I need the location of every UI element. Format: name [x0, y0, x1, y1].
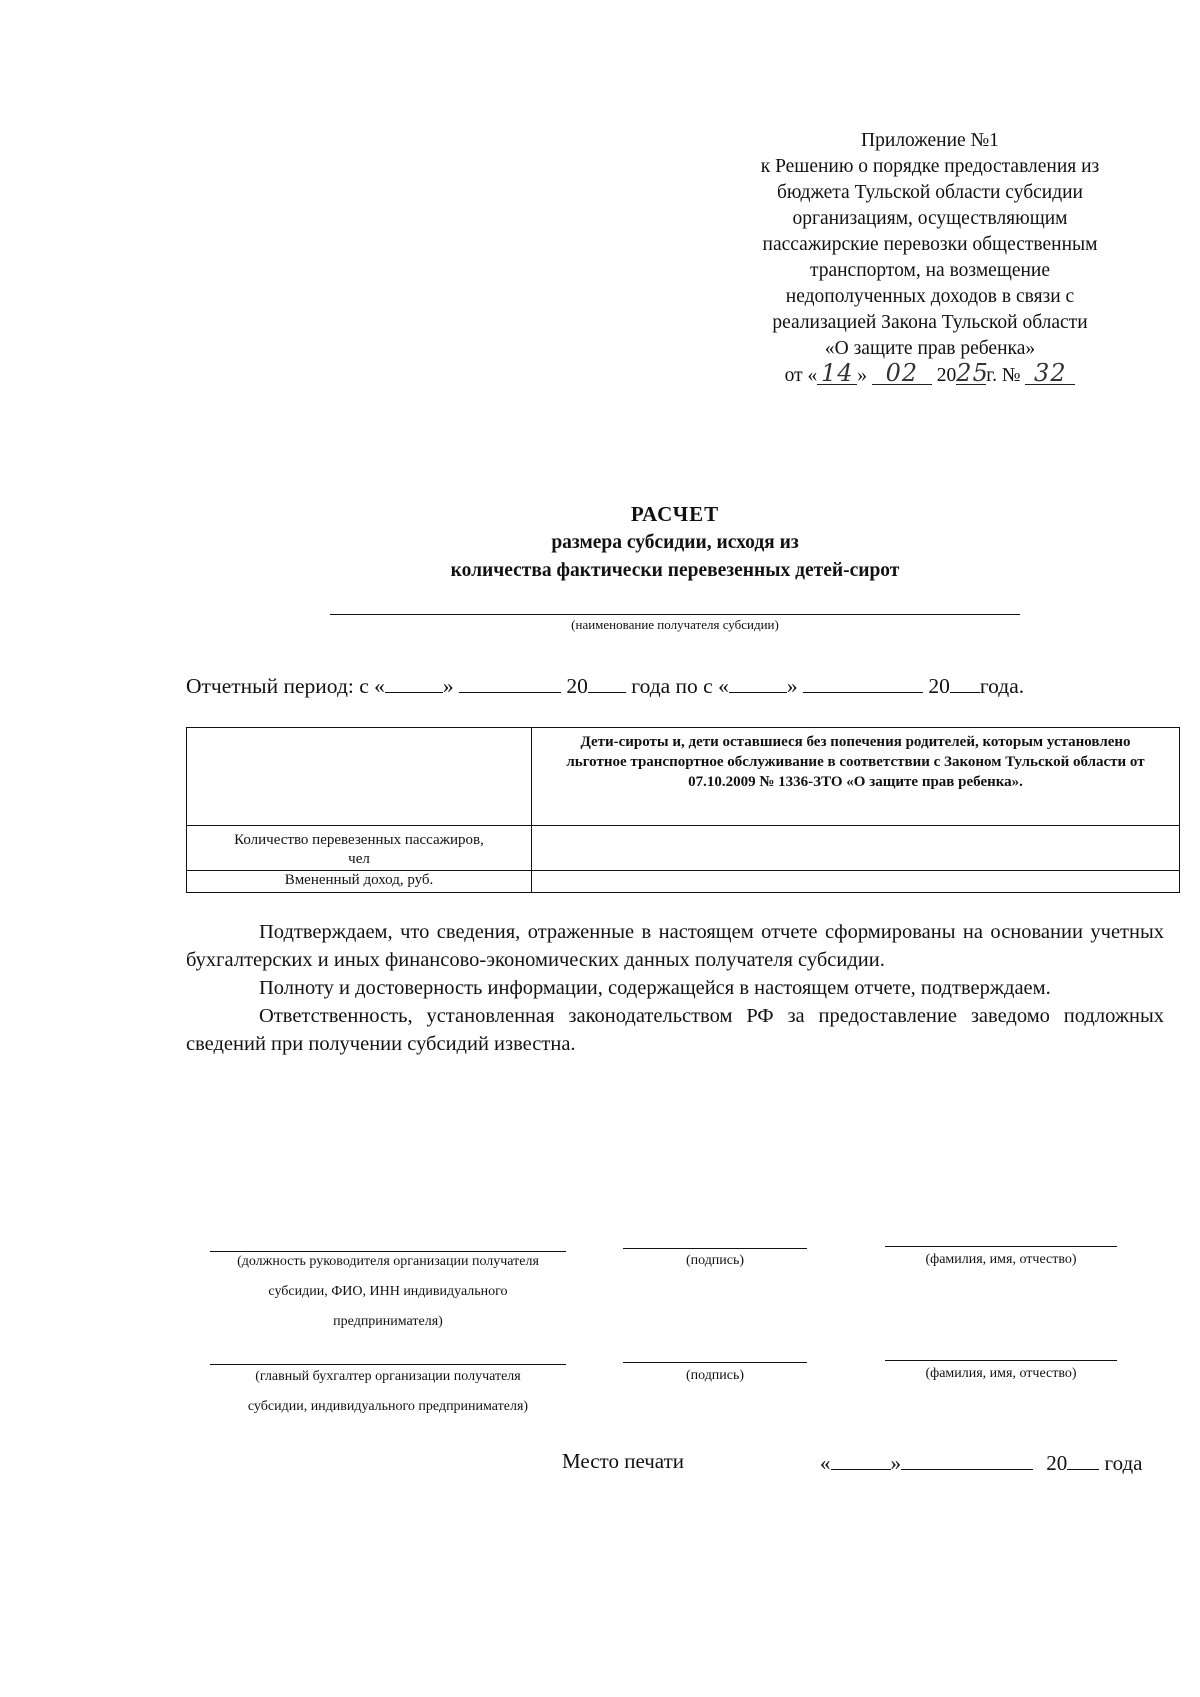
bottom-quote-close: » — [890, 1451, 901, 1475]
appendix-line: к Решению о порядке предоставления из — [760, 156, 1100, 177]
appendix-line: недополученных доходов в связи с — [785, 286, 1075, 307]
seal-place: Место печати — [562, 1449, 685, 1473]
accountant-caption-2: субсидии, индивидуального предпринимателя) — [247, 1399, 529, 1414]
head-caption-3: предпринимателя) — [333, 1314, 443, 1329]
reporting-period — [186, 672, 1024, 699]
table-value-cell[interactable] — [532, 871, 1180, 893]
appendix-line: реализацией Закона Тульской области — [772, 312, 1088, 333]
head-caption-1: (должность руководителя организации получателя — [237, 1254, 539, 1269]
title-sub-2: количества фактически перевезенных детей-сирот — [450, 560, 900, 581]
appendix-line: пассажирские перевозки общественным — [762, 234, 1098, 255]
row-label-line-1: Количество перевезенных пассажиров, — [234, 832, 484, 848]
period-year-prefix-2: 20 — [928, 674, 950, 698]
date-prefix: от « — [784, 365, 818, 386]
period-year2-blank — [950, 672, 980, 693]
handwritten-month: 02 — [872, 362, 932, 385]
table-row — [187, 826, 1180, 871]
table-header-empty-cell — [187, 728, 532, 826]
bottom-year-blank — [1067, 1449, 1099, 1470]
number-prefix: г. № — [986, 365, 1021, 386]
bottom-day-blank — [831, 1449, 891, 1470]
recipient-caption: (наименование получателя субсидии) — [571, 617, 779, 632]
period-month2-blank — [803, 672, 923, 693]
appendix-line: организациям, осуществляющим — [792, 208, 1068, 229]
period-year-blank — [588, 672, 626, 693]
head-signature-caption: (подпись) — [685, 1253, 745, 1268]
table-row — [187, 871, 1180, 893]
period-label: Отчетный период: с « — [186, 674, 385, 698]
head-fio-caption: (фамилия, имя, отчество) — [925, 1252, 1077, 1267]
title-sub-1: размера субсидии, исходя из — [551, 532, 799, 553]
bottom-date — [820, 1449, 1143, 1476]
handwritten-year: 25 — [956, 359, 989, 387]
paragraph: Полноту и достоверность информации, содержащейся в настоящем отчете, подтверждаем. — [259, 977, 1051, 999]
paragraph: Подтверждаем, что сведения, отраженные в настоящем отчете сформированы на основании учетных бухгалтерских и иных финансово-экономических данных получателя субсидии. — [186, 921, 1164, 971]
appendix-line: Приложение №1 — [861, 130, 999, 151]
table-row-label — [187, 826, 532, 871]
head-caption-2: субсидии, ФИО, ИНН индивидуального — [268, 1284, 508, 1299]
accountant-caption-1: (главный бухгалтер организации получателя — [255, 1369, 521, 1384]
appendix-line: транспортом, на возмещение — [809, 260, 1051, 281]
bottom-year-suffix: года — [1104, 1451, 1143, 1475]
period-end: года. — [979, 674, 1025, 698]
table-header-cell: Дети-сироты и, дети оставшиеся без попечения родителей, которым установлено льготное транспортное обслуживание в соответствии с Законом Тульской области от 07.10.2009 № 1336-ЗТО «О защите прав ребенка». — [532, 728, 1180, 826]
date-quote: » — [857, 365, 868, 386]
table-value-cell[interactable] — [532, 826, 1180, 871]
accountant-caption — [200, 1362, 576, 1422]
confirmation-text — [186, 918, 1164, 1058]
bottom-year-prefix: 20 — [1046, 1451, 1068, 1475]
row-label-line-2: чел — [348, 851, 370, 867]
period-day2-blank — [729, 672, 787, 693]
appendix-line: «О защите прав ребенка» — [824, 338, 1036, 359]
decision-date-line — [700, 359, 1160, 389]
period-year-prefix: 20 — [566, 674, 588, 698]
recipient-line — [330, 614, 1020, 615]
year-prefix: 20 — [936, 365, 957, 386]
handwritten-day: 14 — [817, 362, 857, 385]
period-quote-2: » — [786, 674, 798, 698]
bottom-month-blank — [901, 1449, 1033, 1470]
table-header-row — [187, 728, 1180, 826]
accountant-signature-caption: (подпись) — [685, 1368, 745, 1383]
appendix-line: бюджета Тульской области субсидии — [777, 182, 1083, 203]
period-day-blank — [385, 672, 443, 693]
document-title — [330, 500, 1020, 585]
appendix-block — [700, 128, 1160, 389]
paragraph: Ответственность, установленная законодательством РФ за предоставление заведомо подложных сведений при получении субсидий известна. — [186, 1005, 1164, 1055]
period-month-blank — [459, 672, 561, 693]
head-caption — [200, 1247, 576, 1337]
accountant-fio-caption: (фамилия, имя, отчество) — [925, 1366, 1077, 1381]
handwritten-number: 32 — [1025, 362, 1075, 385]
bottom-quote-open: « — [820, 1451, 831, 1475]
calculation-table — [186, 727, 1180, 893]
period-quote: » — [442, 674, 454, 698]
title-main: РАСЧЕТ — [630, 502, 720, 526]
period-mid-text: года по с « — [631, 674, 729, 698]
table-row-label: Вмененный доход, руб. — [187, 871, 532, 893]
